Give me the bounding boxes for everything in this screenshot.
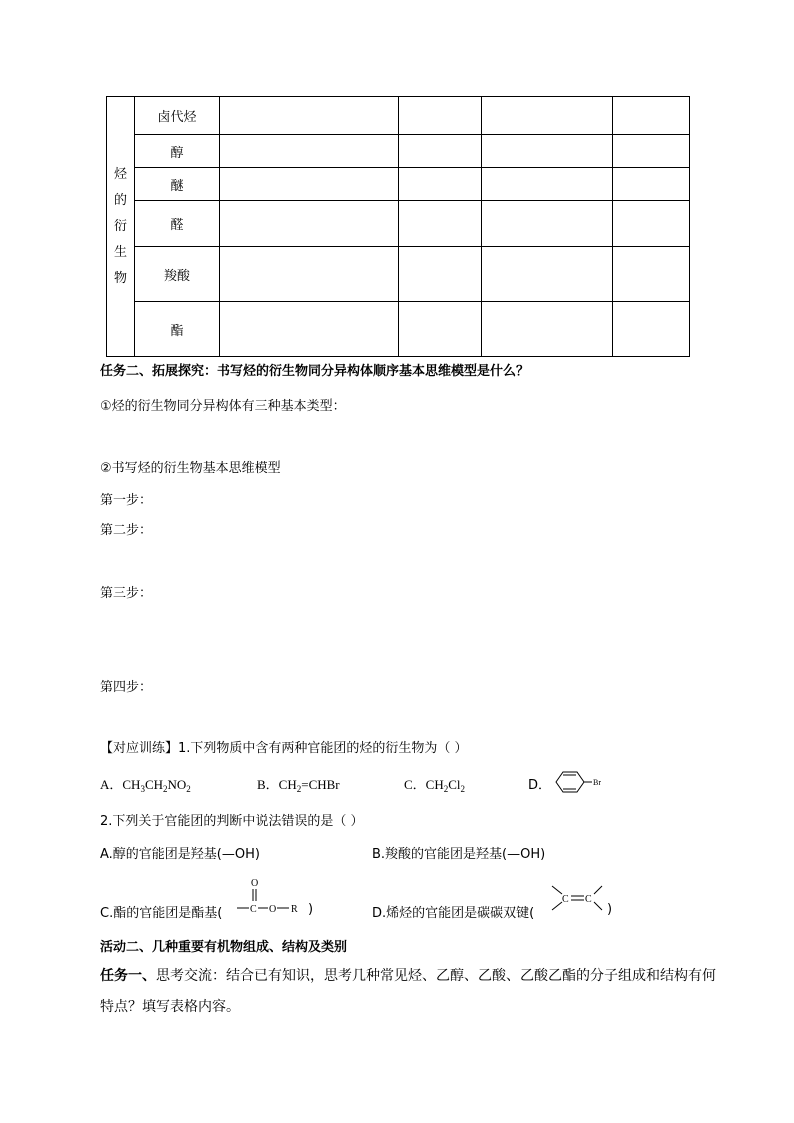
ester-c: C xyxy=(250,904,257,915)
ester-r: R xyxy=(291,904,298,915)
group-char: 物 xyxy=(113,270,127,286)
q2-option-c-end: ) xyxy=(308,902,314,917)
point1-text: ①烃的衍生物同分异构体有三种基本类型： xyxy=(100,399,346,414)
task1-text: 思考交流：结合已有知识，思考几种常见烃、乙醇、乙酸、乙酸乙酯的分子组成和结构有何 xyxy=(156,968,716,984)
derivative-table xyxy=(106,96,690,357)
option-label: B． xyxy=(257,777,279,792)
br-label: Br xyxy=(593,778,601,787)
table-cell xyxy=(482,201,613,247)
table-cell xyxy=(482,302,613,357)
table-cell xyxy=(613,247,690,302)
table-cell xyxy=(613,201,690,247)
ester-o-top: O xyxy=(251,878,259,889)
task2-title: 任务二、拓展探究：书写烃的衍生物同分异构体顺序基本思维模型是什么？ xyxy=(100,364,530,379)
ester-group-structure xyxy=(233,874,314,918)
q2-option-a: A.醇的官能团是羟基(—OH) xyxy=(100,847,260,862)
group-char: 衍 xyxy=(113,218,127,234)
table-cell xyxy=(613,135,690,168)
table-cell xyxy=(220,97,399,135)
option-b xyxy=(257,774,340,793)
alkene-c-left: C xyxy=(562,894,569,905)
group-char: 生 xyxy=(113,244,127,260)
row-label: 卤代烃 xyxy=(135,97,220,135)
alkene-structure xyxy=(546,878,608,918)
option-a xyxy=(100,774,191,793)
table-cell xyxy=(220,201,399,247)
table-cell xyxy=(482,97,613,135)
table-cell xyxy=(220,168,399,201)
task1-line2: 特点？填写表格内容。 xyxy=(100,999,240,1015)
task1-label: 任务一、 xyxy=(100,968,156,984)
option-label: A． xyxy=(100,777,123,792)
point2-text: ②书写烃的衍生物基本思维模型 xyxy=(100,461,281,476)
formula: $CH_2=CHBr$ xyxy=(278,777,340,794)
option-label: C． xyxy=(404,777,426,792)
q2-option-d: D.烯烃的官能团是碳碳双键( xyxy=(372,906,535,921)
table-cell xyxy=(482,247,613,302)
ester-o: O xyxy=(269,904,277,915)
q2-option-c: C.酯的官能团是酯基( xyxy=(100,906,223,921)
table-cell xyxy=(399,247,482,302)
option-c xyxy=(404,774,465,793)
group-char: 烃 xyxy=(113,166,127,182)
formula: $CH_3CH_2NO_2$ xyxy=(122,777,191,794)
row-label: 醛 xyxy=(135,201,220,247)
table-cell xyxy=(399,201,482,247)
table-cell xyxy=(220,247,399,302)
option-d-label: D． xyxy=(528,778,552,793)
row-label: 醇 xyxy=(135,135,220,168)
table-cell xyxy=(613,302,690,357)
group-char: 的 xyxy=(113,192,127,208)
table-cell xyxy=(220,302,399,357)
group-label-cell xyxy=(107,97,135,357)
row-label: 醚 xyxy=(135,168,220,201)
bromobenzene-structure xyxy=(550,768,610,796)
q2-option-b: B.羧酸的官能团是羟基(—OH) xyxy=(372,847,546,862)
step1-label: 第一步： xyxy=(100,493,153,508)
table-cell xyxy=(399,302,482,357)
step4-label: 第四步： xyxy=(100,680,153,695)
row-label: 酯 xyxy=(135,302,220,357)
table-cell xyxy=(220,135,399,168)
table-cell xyxy=(482,168,613,201)
exercise-q1: 【对应训练】1.下列物质中含有两种官能团的烃的衍生物为（ ） xyxy=(100,741,468,756)
step2-label: 第二步： xyxy=(100,523,153,538)
exercise-q2: 2.下列关于官能团的判断中说法错误的是（ ） xyxy=(100,814,364,829)
row-label: 羧酸 xyxy=(135,247,220,302)
activity2-title: 活动二、几种重要有机物组成、结构及类别 xyxy=(100,940,348,955)
table-cell xyxy=(482,135,613,168)
table-cell xyxy=(613,168,690,201)
table-cell xyxy=(613,97,690,135)
task1-line1 xyxy=(100,965,716,985)
table-cell xyxy=(399,97,482,135)
alkene-c-right: C xyxy=(585,894,592,905)
step3-label: 第三步： xyxy=(100,586,153,601)
formula: $CH_2Cl_2$ xyxy=(425,777,466,794)
q2-option-d-end: ) xyxy=(607,902,613,917)
table-cell xyxy=(399,168,482,201)
table-cell xyxy=(399,135,482,168)
